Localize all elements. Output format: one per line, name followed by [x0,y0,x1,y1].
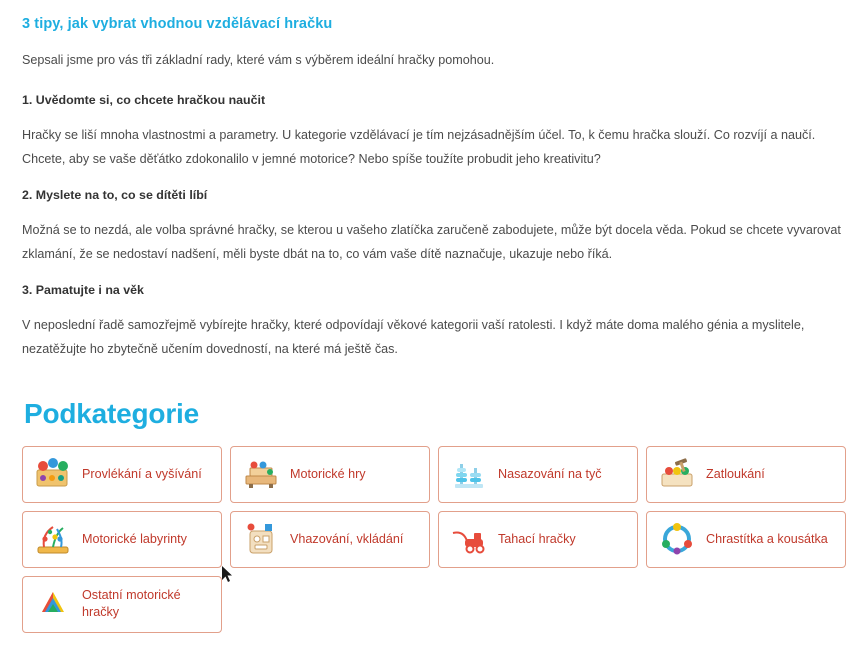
wooden-game-icon [241,454,281,494]
subcategory-card-labyrinty[interactable] [22,511,222,568]
subcategories-heading: Podkategorie [24,397,199,429]
subcategory-card-provlekani[interactable] [22,446,222,503]
rattle-teether-icon [657,519,697,559]
subcategory-label: Vhazování, vkládání [290,531,404,546]
shape-sorter-icon [241,519,281,559]
stacking-rings-icon [449,454,489,494]
step-3-text: V neposlední řadě samozřejmě vybírejte hračky, které odpovídají věkové kategorii vaší ratolesti. I když máte doma malého génia a myslitele, nezatěžujte ho zbytečně učením dovedností, na které má ještě čas. [22,317,805,357]
subcategory-grid [22,446,846,633]
subcategory-label: Tahací hračky [498,531,576,546]
step-2-heading: 2. Myslete na to, co se dítěti líbí [22,187,208,202]
step-1-text: Hračky se liší mnoha vlastnostmi a parametry. U kategorie vzdělávací je tím nejzásadnějším účel. To, k čemu hračka slouží. Co rozvíjí a naučí. Chcete, aby se vaše děťátko zdokonalilo v jemné motorice? Nebo spíše toužíte probudit jeho kreativitu? [22,127,816,167]
bead-maze-icon [33,519,73,559]
subcategory-label: Motorické hry [290,466,366,481]
subcategory-card-motoricke-hry[interactable] [230,446,430,503]
subcategory-card-tahaci[interactable] [438,511,638,568]
subcategory-label: Ostatní motorické hračky [82,588,181,620]
subcategory-card-chrastitka[interactable] [646,511,846,568]
pull-along-toy-icon [449,519,489,559]
subcategory-label: Provlékání a vyšívání [82,466,202,481]
page-title: 3 tipy, jak vybrat vhodnou vzdělávací hračku [22,16,333,32]
beads-toy-icon [33,454,73,494]
subcategory-label: Nasazování na tyč [498,466,602,481]
subcategory-label: Motorické labyrinty [82,531,187,546]
subcategory-card-nasazovani[interactable] [438,446,638,503]
hammer-bench-icon [657,454,697,494]
step-3-heading: 3. Pamatujte i na věk [22,282,144,297]
subcategory-card-vhazovani[interactable] [230,511,430,568]
subcategory-card-ostatni[interactable] [22,576,222,633]
step-2-text: Možná se to nezdá, ale volba správné hračky, se kterou u vašeho zlatíčka zaručeně zabodujete, může být docela věda. Pokud se chcete vyvarovat zklamání, že se nedostaví nadšení, měli byste dbát na to, co vám vaše dítě naznačuje, ukazuje nebo říká. [22,222,841,262]
subcategory-label: Zatloukání [706,466,765,481]
subcategory-card-zatloukani[interactable] [646,446,846,503]
shapes-triangle-icon [33,584,73,624]
article-lead: Sepsali jsme pro vás tři základní rady, které vám s výběrem ideální hračky pomohou. [22,53,495,67]
subcategory-label: Chrastítka a kousátka [706,531,828,546]
step-1-heading: 1. Uvědomte si, co chcete hračkou naučit [22,92,266,107]
